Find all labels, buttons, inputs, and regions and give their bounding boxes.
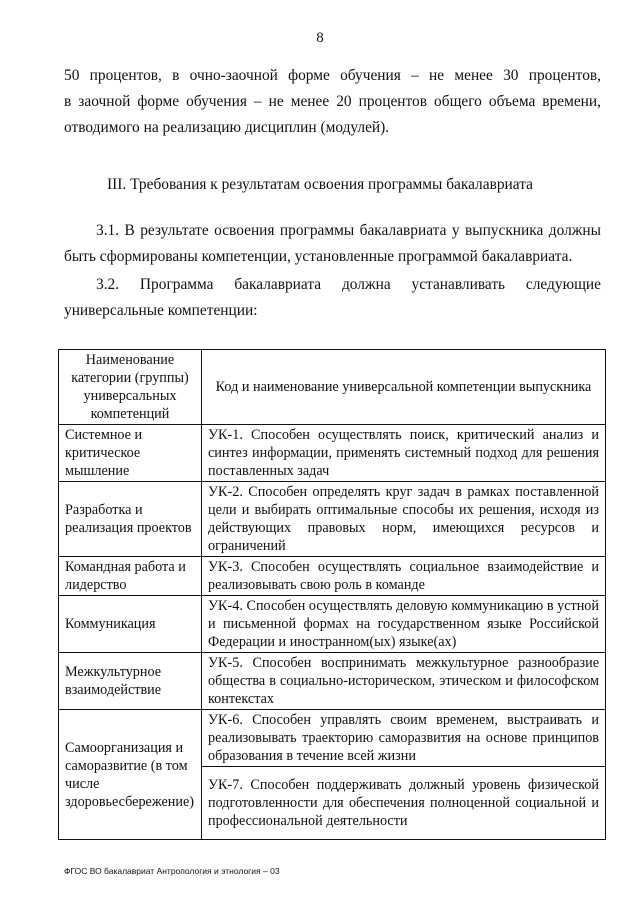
- category-cell: Разработка и реализация проектов: [59, 482, 202, 557]
- table-header-row: [59, 350, 606, 425]
- table-row: [59, 596, 606, 653]
- competence-cell: УК-2. Способен определять круг задач в рамках поставленной цели и выбирать оптимальные способы их решения, исходя из действующих правовых норм, имеющихся ресурсов и ограничений: [202, 482, 606, 557]
- table-row: [59, 557, 606, 596]
- paragraph-3-1-line-1: 3.1. В результате освоения программы бакалавриата у выпускника должны: [96, 222, 601, 239]
- table-row: [59, 482, 606, 557]
- competence-cell: УК-7. Способен поддерживать должный уровень физической подготовленности для обеспечения полноценной социальной и профессиональной деятельности: [202, 767, 606, 840]
- table-row: [59, 425, 606, 482]
- competence-cell: УК-1. Способен осуществлять поиск, критический анализ и синтез информации, применять системный подход для решения поставленных задач: [202, 425, 606, 482]
- category-cell: Коммуникация: [59, 596, 202, 653]
- table-row: [59, 653, 606, 710]
- page-number: 8: [316, 30, 324, 46]
- section-title: III. Требования к результатам освоения программы бакалавриата: [107, 176, 533, 193]
- category-cell: Самоорганизация и саморазвитие (в том числе здоровьесбережение): [59, 710, 202, 840]
- paragraph-3-2-line-1: 3.2. Программа бакалавриата должна устанавливать следующие: [96, 276, 601, 293]
- table-row: [59, 710, 606, 767]
- competence-cell: УК-6. Способен управлять своим временем, выстраивать и реализовывать траекторию саморазвития на основе принципов образования в течение всей жизни: [202, 710, 606, 767]
- competence-cell: УК-3. Способен осуществлять социальное взаимодействие и реализовывать свою роль в команде: [202, 557, 606, 596]
- competence-cell: УК-5. Способен воспринимать межкультурное разнообразие общества в социально-историческом, этическом и философском контекстах: [202, 653, 606, 710]
- intro-line-3: отводимого на реализацию дисциплин (модулей).: [64, 119, 390, 136]
- paragraph-3-1-line-2: быть сформированы компетенции, установленные программой бакалавриата.: [64, 248, 573, 265]
- footer: ФГОС ВО бакалавриат Антропология и этнология – 03: [64, 866, 280, 876]
- competencies-table: [58, 349, 606, 840]
- intro-line-1: 50 процентов, в очно-заочной форме обучения – не менее 30 процентов,: [64, 67, 601, 84]
- competence-cell: УК-4. Способен осуществлять деловую коммуникацию в устной и письменной формах на государственном языке Российской Федерации и иностранном(ых) языке(ах): [202, 596, 606, 653]
- category-cell: Командная работа и лидерство: [59, 557, 202, 596]
- header-code: Код и наименование универсальной компетенции выпускника: [202, 350, 606, 425]
- header-category: Наименование категории (группы) универсальных компетенций: [59, 350, 202, 425]
- intro-line-2: в заочной форме обучения – не менее 20 процентов общего объема времени,: [64, 93, 601, 110]
- paragraph-3-2-line-2: универсальные компетенции:: [64, 302, 258, 319]
- category-cell: Межкультурное взаимодействие: [59, 653, 202, 710]
- category-cell: Системное и критическое мышление: [59, 425, 202, 482]
